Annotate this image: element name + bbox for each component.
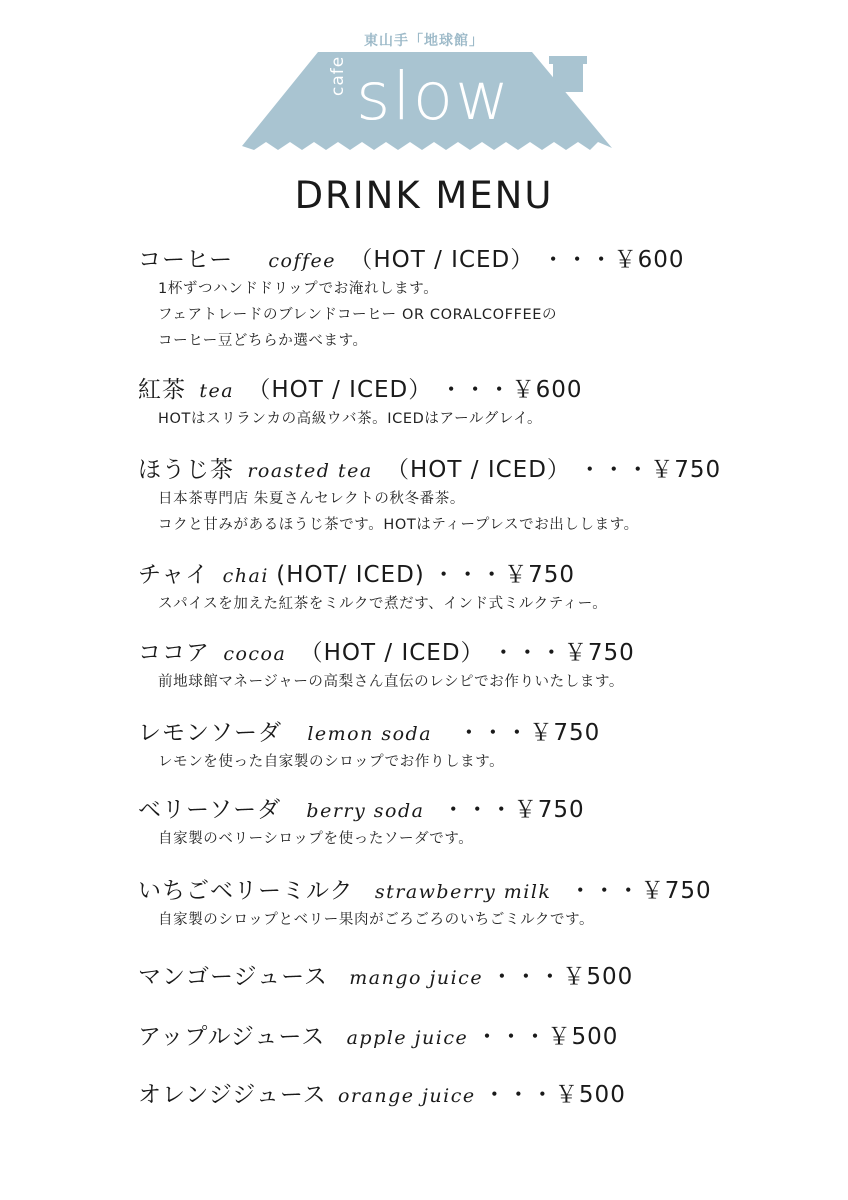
menu-item-orange-juice xyxy=(138,1080,828,1111)
item-description xyxy=(158,826,828,852)
item-price: ・・・￥750 xyxy=(491,640,635,666)
item-price: ・・・￥500 xyxy=(482,1082,626,1108)
item-options: （HOT / ICED） xyxy=(386,457,571,483)
item-options: （HOT / ICED） xyxy=(299,640,485,666)
item-description xyxy=(158,406,828,432)
logo-location-text: 東山手「地球館」 xyxy=(364,33,484,49)
item-name: 紅茶 xyxy=(138,377,186,403)
menu-item-tea xyxy=(138,375,828,432)
menu-item-chai xyxy=(138,560,828,617)
item-options: （HOT / ICED） xyxy=(349,247,535,273)
description-line: コクと甘みがあるほうじ茶です。HOTはティープレスでお出しします。 xyxy=(158,517,639,533)
menu-item-apple-juice xyxy=(138,1022,828,1053)
description-line: 自家製のベリーシロップを使ったソーダです。 xyxy=(158,831,474,847)
description-line: コーヒー豆どちらか選べます。 xyxy=(158,333,368,349)
description-line: フェアトレードのブレンドコーヒー OR CORALCOFFEEの xyxy=(158,307,558,323)
item-price: ・・・￥500 xyxy=(490,964,634,990)
cafe-logo xyxy=(0,0,848,170)
item-name: アップルジュース xyxy=(138,1024,326,1050)
description-line: 前地球館マネージャーの高梨さん直伝のレシピでお作りいたします。 xyxy=(158,674,624,690)
item-english-name: mango juice xyxy=(349,967,484,989)
item-description xyxy=(158,907,828,933)
item-price: ・・・￥750 xyxy=(457,720,601,746)
item-description xyxy=(158,276,828,354)
item-english-name: coffee xyxy=(268,250,337,272)
item-english-name: orange juice xyxy=(337,1085,476,1107)
item-english-name: lemon soda xyxy=(307,723,433,745)
item-price: ・・・￥750 xyxy=(441,797,585,823)
item-price: ・・・￥750 xyxy=(432,562,575,588)
menu-item-lemon-soda xyxy=(138,718,828,775)
logo-cafe-text: cafe xyxy=(328,55,348,96)
item-price: ・・・￥600 xyxy=(541,247,685,273)
item-name: チャイ xyxy=(138,562,210,588)
menu-item-berry-soda xyxy=(138,795,828,852)
item-name: オレンジジュース xyxy=(138,1082,327,1108)
description-line: スパイスを加えた紅茶をミルクで煮だす、インド式ミルクティー。 xyxy=(158,596,608,612)
item-name: ベリーソーダ xyxy=(138,797,282,823)
item-english-name: chai xyxy=(222,565,269,587)
menu-item-mango-juice xyxy=(138,962,828,993)
item-english-name: tea xyxy=(199,380,235,402)
menu-item-coffee xyxy=(138,245,828,354)
item-english-name: cocoa xyxy=(223,643,287,665)
item-english-name: berry soda xyxy=(306,800,425,822)
item-name: コーヒー xyxy=(138,247,234,273)
menu-item-strawberry-milk xyxy=(138,876,828,933)
item-english-name: roasted tea xyxy=(247,460,373,482)
item-price: ・・・￥750 xyxy=(578,457,722,483)
item-name: ココア xyxy=(138,640,210,666)
item-name: マンゴージュース xyxy=(138,964,328,990)
menu-item-cocoa xyxy=(138,638,828,695)
item-english-name: apple juice xyxy=(346,1027,469,1049)
item-description xyxy=(158,669,828,695)
item-options: (HOT/ ICED) xyxy=(276,562,425,588)
item-name: いちごベリーミルク xyxy=(138,878,354,904)
item-options: （HOT / ICED） xyxy=(247,377,433,403)
description-line: レモンを使った自家製のシロップでお作りします。 xyxy=(158,754,505,770)
item-description xyxy=(158,486,828,538)
description-line: 日本茶専門店 朱夏さんセレクトの秋冬番茶。 xyxy=(158,491,465,507)
description-line: HOTはスリランカの高級ウバ茶。ICEDはアールグレイ。 xyxy=(158,411,543,427)
menu-item-roasted-tea xyxy=(138,455,828,538)
item-description xyxy=(158,749,828,775)
item-price: ・・・￥750 xyxy=(568,878,712,904)
description-line: 1杯ずつハンドドリップでお淹れします。 xyxy=(158,281,439,297)
item-price: ・・・￥600 xyxy=(439,377,583,403)
page-title: DRINK MENU xyxy=(294,174,554,217)
item-price: ・・・￥500 xyxy=(475,1024,619,1050)
item-name: ほうじ茶 xyxy=(138,457,234,483)
item-english-name: strawberry milk xyxy=(374,881,552,903)
description-line: 自家製のシロップとベリー果肉がごろごろのいちごミルクです。 xyxy=(158,912,595,928)
logo-name-text: slow xyxy=(356,58,512,135)
item-description xyxy=(158,591,828,617)
item-name: レモンソーダ xyxy=(138,720,282,746)
